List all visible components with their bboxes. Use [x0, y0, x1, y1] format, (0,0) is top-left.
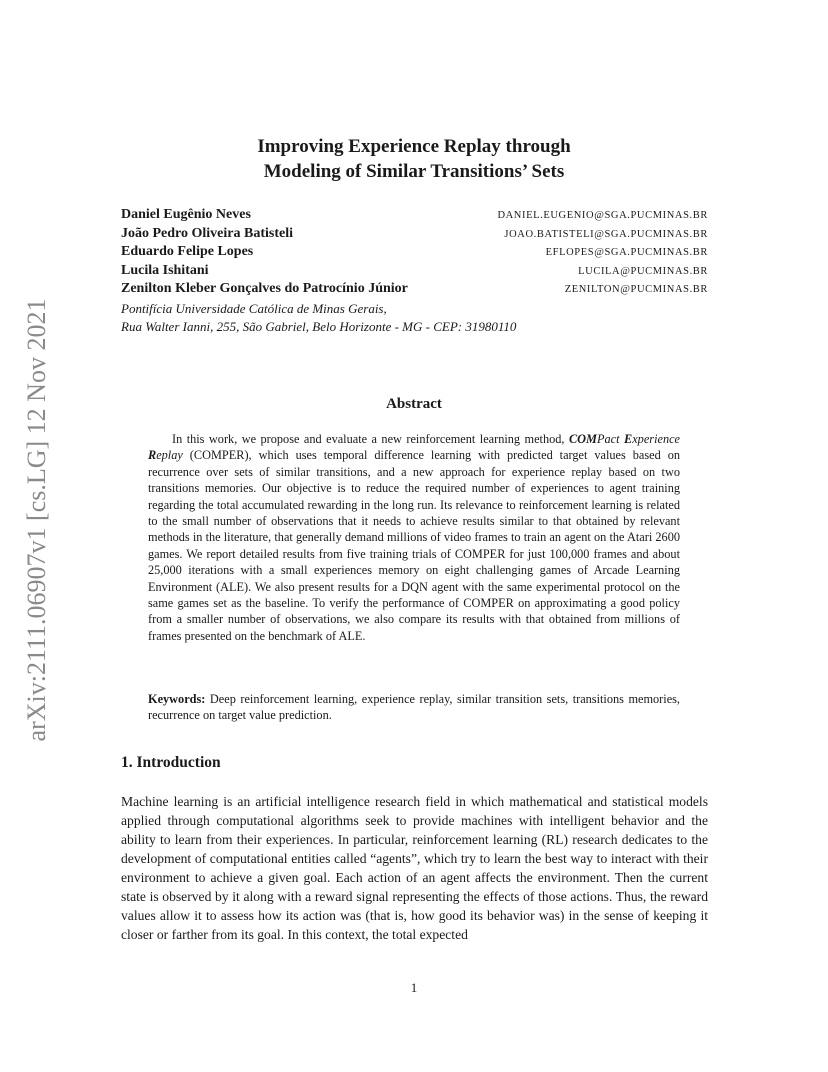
author-name: Lucila Ishitani — [121, 262, 209, 278]
abstract-heading: Abstract — [386, 396, 442, 412]
introduction-body — [121, 792, 708, 944]
acronym-letter-r: R — [148, 448, 157, 463]
acronym-word-pact: Pact — [597, 432, 620, 446]
abstract-paragraph — [148, 431, 680, 644]
affiliation-line-2: Rua Walter Ianni, 255, São Gabriel, Belo Horizonte - MG - CEP: 31980110 — [121, 318, 517, 334]
acronym-word-xperience: xperience — [632, 432, 681, 446]
abstract-text: (COMPER), which uses temporal difference learning with predicted target values based on recurrence over sets of similar transitions, and a new approach for experience replay based on two transitions memories. Our objective is to reduce the required number of experiences to agent training regarding the total accumulated rewarding in the long run. Its relevance to reinforcement learning is related to the small number of observations that it needs to achieve results similar to that obtained by relevant methods in the literature, that generally demand millions of video frames to train an agent on the Atari 2600 games. We report detailed results from five training trials of COMPER for just 100,000 frames and about 25,000 iterations with a small experiences memory on eight challenging games of Arcade Learning Environment (ALE). We also present results for a DQN agent with the same experimental protocol on the same games set as the baseline. To verify the performance of COMPER on approximating a good policy from a smaller number of observations, we also compare its results with that obtained from millions of frames presented on the benchmark of ALE. — [148, 448, 680, 643]
author-row — [121, 226, 708, 245]
acronym-letter-e: E — [624, 432, 633, 446]
acronym-letters-com: COM — [568, 432, 597, 446]
author-email: JOAO.BATISTELI@SGA.PUCMINAS.BR — [504, 228, 708, 240]
author-name: Daniel Eugênio Neves — [121, 207, 251, 222]
keywords-label: Keywords: — [148, 692, 206, 706]
page-number: 1 — [410, 980, 418, 995]
author-name: Zenilton Kleber Gonçalves do Patrocínio Júnior — [121, 281, 408, 296]
section-heading: 1. Introduction — [121, 754, 221, 771]
affiliation-line-1: Pontifícia Universidade Católica de Minas Gerais, — [121, 300, 387, 316]
keywords — [148, 691, 680, 724]
author-name: Eduardo Felipe Lopes — [121, 244, 254, 259]
paper-title — [0, 134, 828, 184]
author-email: EFLOPES@SGA.PUCMINAS.BR — [545, 247, 708, 258]
author-row — [121, 281, 708, 300]
author-name: João Pedro Oliveira Batisteli — [121, 225, 293, 241]
title-line-2: Modeling of Similar Transitions’ Sets — [263, 161, 565, 182]
arxiv-side-stamp — [22, 280, 52, 760]
abstract-body — [148, 431, 680, 644]
title-line-1: Improving Experience Replay through — [257, 136, 571, 157]
arxiv-identifier: arXiv:2111.06907v1 [cs.LG] 12 Nov 2021 — [22, 298, 51, 742]
acronym-word-eplay: eplay — [156, 448, 183, 463]
author-email: ZENILTON@PUCMINAS.BR — [564, 284, 708, 295]
author-row — [121, 207, 708, 226]
keywords-text: Deep reinforcement learning, experience replay, similar transition sets, transitions memories, recurrence on target value prediction. — [148, 692, 681, 723]
introduction-paragraph: Machine learning is an artificial intelligence research field in which mathematical and statistical models applied through computational algorithms seek to provide machines with intelligent behavior and the ability to learn from their experiences. In particular, reinforcement learning (RL) research dedicates to the development of computational entities called “agents”, which try to learn the best way to interact with their environment to achieve a given goal. Each action of an agent affects the environment. Then the current state is observed by it along with a reward signal representing the effects of those actions. Thus, the reward values allow it to assess how its action was (that is, how good its behavior was) in the sense of keeping it closer or farther from its goal. In this context, the total expected — [121, 794, 708, 942]
author-row — [121, 263, 708, 282]
author-email: LUCILA@PUCMINAS.BR — [578, 265, 708, 277]
author-block — [121, 207, 708, 336]
author-email: DANIEL.EUGENIO@SGA.PUCMINAS.BR — [497, 210, 708, 221]
abstract-intro: In this work, we propose and evaluate a new reinforcement learning method, — [172, 432, 565, 446]
author-row — [121, 244, 708, 263]
